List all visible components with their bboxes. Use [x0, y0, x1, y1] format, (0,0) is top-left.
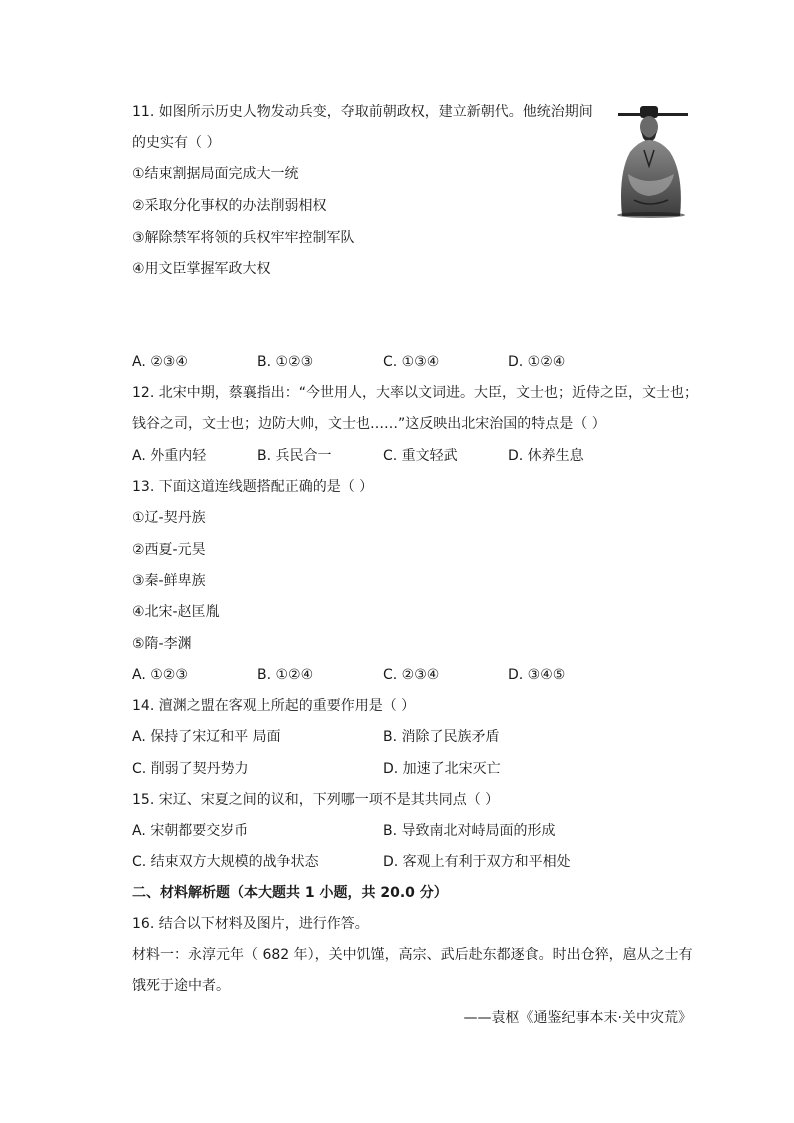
q13-item-5: ⑤隋-李渊 — [132, 636, 192, 652]
q14-option-b[interactable]: B. 消除了民族矛盾 — [383, 729, 500, 745]
q11-option-b[interactable]: B. ①②③ — [257, 354, 314, 370]
q13-item-1: ①辽-契丹族 — [132, 510, 206, 526]
q12-option-a[interactable]: A. 外重内轻 — [132, 448, 207, 464]
q13-option-c[interactable]: C. ②③④ — [383, 667, 440, 683]
q16-stem: 16. 结合以下材料及图片，进行作答。 — [132, 916, 369, 932]
q13-item-3: ③秦-鲜卑族 — [132, 573, 206, 589]
q15-option-c[interactable]: C. 结束双方大规模的战争状态 — [132, 854, 319, 870]
q11-item-2: ②采取分化事权的办法削弱相权 — [132, 198, 327, 214]
q16-material1-line2: 饿死于途中者。 — [132, 978, 230, 994]
q13-option-a[interactable]: A. ①②③ — [132, 667, 188, 683]
q15-option-a[interactable]: A. 宋朝都要交岁币 — [132, 823, 249, 839]
q12-stem-line2: 钱谷之司，文士也；边防大帅，文士也……”这反映出北宋治国的特点是（ ） — [132, 416, 606, 432]
q16-material1-line1: 材料一：永淳元年（ 682 年），关中饥馑，高宗、武后赴东都逐食。时出仓猝，扈从之士有 — [132, 947, 693, 963]
q14-stem: 14. 澶渊之盟在客观上所起的重要作用是（ ） — [132, 698, 416, 714]
q12-option-d[interactable]: D. 休养生息 — [508, 448, 584, 464]
q11-item-1: ①结束割据局面完成大一统 — [132, 166, 299, 182]
q12-stem-line1: 12. 北宋中期，蔡襄指出：“今世用人，大率以文词进。大臣，文士也；近侍之臣，文士也； — [132, 385, 698, 401]
q11-item-3: ③解除禁军将领的兵权牢牢控制军队 — [132, 230, 355, 246]
q13-option-b[interactable]: B. ①②④ — [257, 667, 314, 683]
q11-option-c[interactable]: C. ①③④ — [383, 354, 440, 370]
q12-option-b[interactable]: B. 兵民合一 — [257, 448, 332, 464]
q14-option-c[interactable]: C. 削弱了契丹势力 — [132, 761, 249, 777]
q11-item-4: ④用文臣掌握军政大权 — [132, 261, 271, 277]
section-2-heading: 二、材料解析题（本大题共 1 小题，共 20.0 分） — [132, 885, 448, 901]
q15-stem: 15. 宋辽、宋夏之间的议和，下列哪一项不是其共同点（ ） — [132, 792, 500, 808]
q13-item-4: ④北宋-赵匡胤 — [132, 604, 220, 620]
q15-option-d[interactable]: D. 客观上有利于双方和平相处 — [383, 854, 571, 870]
q12-option-c[interactable]: C. 重文轻武 — [383, 448, 458, 464]
q11-option-d[interactable]: D. ①②④ — [508, 354, 566, 370]
emperor-portrait-icon — [600, 104, 692, 218]
q11-option-a[interactable]: A. ②③④ — [132, 354, 188, 370]
q14-option-d[interactable]: D. 加速了北宋灭亡 — [383, 761, 501, 777]
q11-stem-line2: 的史实有（ ） — [132, 135, 221, 151]
q11-stem-line1: 11. 如图所示历史人物发动兵变，夺取前朝政权，建立新朝代。他统治期间 — [132, 104, 593, 120]
q13-item-2: ②西夏-元昊 — [132, 542, 206, 558]
q14-option-a[interactable]: A. 保持了宋辽和平 局面 — [132, 729, 281, 745]
q13-option-d[interactable]: D. ③④⑤ — [508, 667, 566, 683]
q13-stem: 13. 下面这道连线题搭配正确的是（ ） — [132, 479, 374, 495]
q16-source: ——袁枢《通鉴纪事本末·关中灾荒》 — [463, 1010, 692, 1026]
q15-option-b[interactable]: B. 导致南北对峙局面的形成 — [383, 823, 556, 839]
